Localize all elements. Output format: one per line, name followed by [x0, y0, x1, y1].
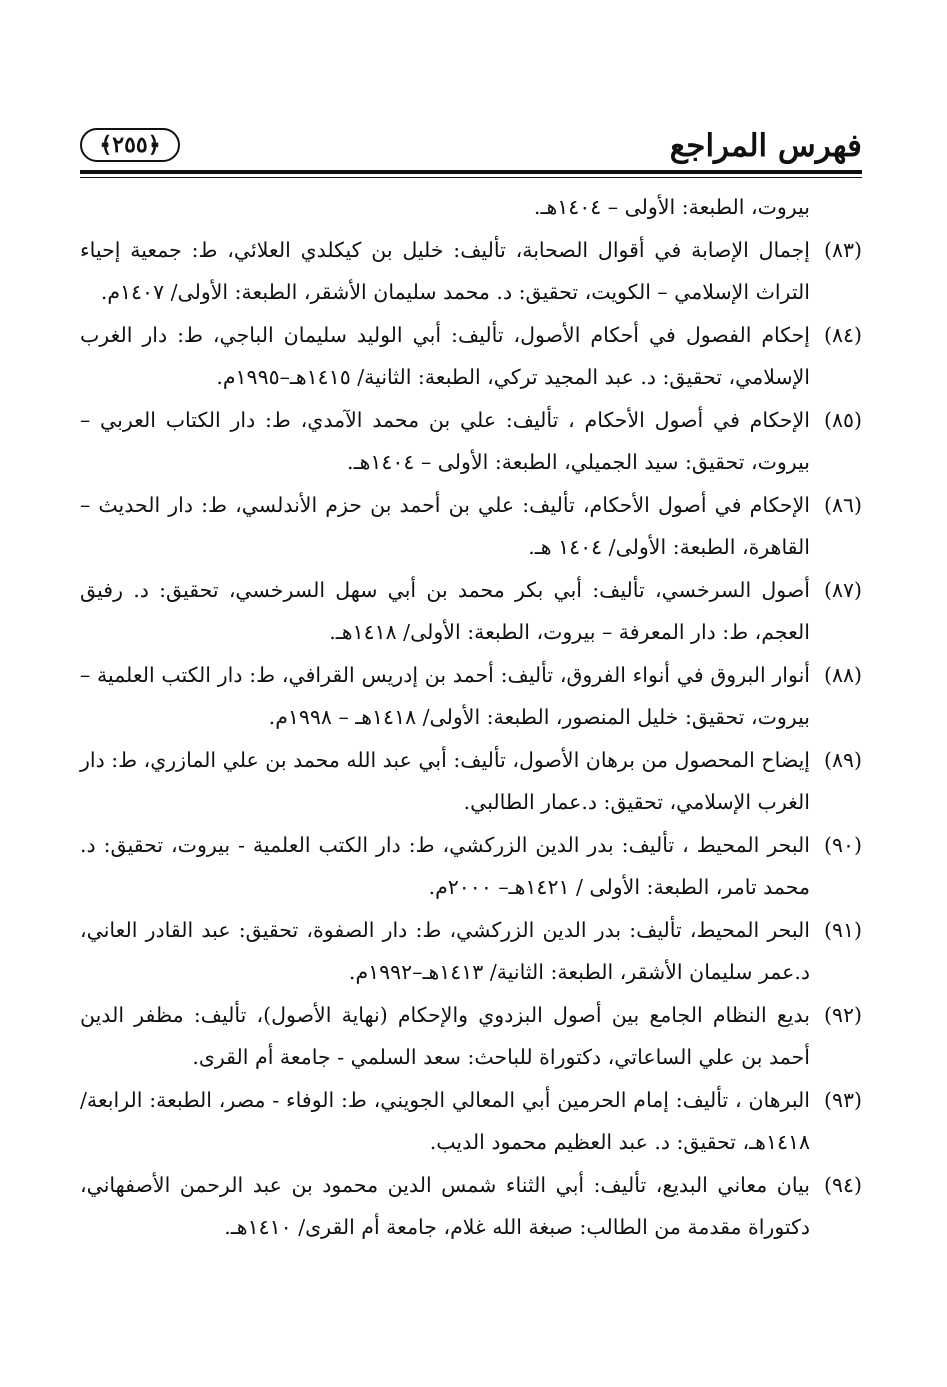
entry-number: (٨٦) [823, 492, 862, 517]
entry-number: (٩٣) [823, 1087, 862, 1112]
references-list [80, 186, 862, 1249]
reference-entry [80, 314, 862, 399]
entry-number: (٨٨) [823, 662, 862, 687]
reference-entry [80, 994, 862, 1079]
entry-text: البحر المحيط ، تأليف: بدر الدين الزركشي، ط: دار الكتب العلمية - بيروت، تحقيق: د. محمد تامر، الطبعة: الأولى / ١٤٢١هـ– ٢٠٠٠م. [80, 832, 810, 899]
reference-entry [80, 909, 862, 994]
entry-number: (٨٣) [823, 237, 862, 262]
entry-number: (٩٢) [823, 1002, 862, 1027]
entry-number: (٨٤) [823, 322, 862, 347]
reference-entry [80, 1079, 862, 1164]
reference-entry [80, 229, 862, 314]
page-title: فهرس المراجع [669, 128, 862, 164]
reference-entry [80, 1164, 862, 1249]
reference-entry [80, 739, 862, 824]
entry-text: البرهان ، تأليف: إمام الحرمين أبي المعالي الجويني، ط: الوفاء - مصر، الطبعة: الرابعة/ ١٤١٨هـ، تحقيق: د. عبد العظيم محمود الديب. [80, 1087, 810, 1154]
entry-text: الإحكام في أصول الأحكام ، تأليف: علي بن محمد الآمدي، ط: دار الكتاب العربي – بيروت، تحقيق: سيد الجميلي، الطبعة: الأولى – ١٤٠٤هـ. [80, 407, 810, 474]
reference-entry [80, 654, 862, 739]
entry-number: (٩٤) [823, 1172, 862, 1197]
entry-number: (٨٥) [823, 407, 862, 432]
page-number-badge: ﴿٢٥٥﴾ [80, 128, 180, 162]
entry-text: بديع النظام الجامع بين أصول البزدوي والإحكام (نهاية الأصول)، تأليف: مظفر الدين أحمد بن علي الساعاتي، دكتوراة للباحث: سعد السلمي - جامعة أم القرى. [80, 1002, 810, 1069]
entry-text: الإحكام في أصول الأحكام، تأليف: علي بن أحمد بن حزم الأندلسي، ط: دار الحديث – القاهرة، الطبعة: الأولى/ ١٤٠٤ هـ. [80, 492, 810, 559]
entry-text: البحر المحيط، تأليف: بدر الدين الزركشي، ط: دار الصفوة، تحقيق: عبد القادر العاني، د.عمر سليمان الأشقر، الطبعة: الثانية/ ١٤١٣هـ–١٩٩٢م. [80, 917, 810, 984]
entry-text: إجمال الإصابة في أقوال الصحابة، تأليف: خليل بن كيكلدي العلائي، ط: جمعية إحياء التراث الإسلامي – الكويت، تحقيق: د. محمد سليمان الأشقر، الطبعة: الأولى/ ١٤٠٧م. [80, 237, 810, 304]
entry-text: إيضاح المحصول من برهان الأصول، تأليف: أبي عبد الله محمد بن علي المازري، ط: دار الغرب الإسلامي، تحقيق: د.عمار الطالبي. [79, 747, 810, 814]
entry-number: (٨٩) [823, 747, 862, 772]
entry-text: إحكام الفصول في أحكام الأصول، تأليف: أبي الوليد سليمان الباجي، ط: دار الغرب الإسلامي، تحقيق: د. عبد المجيد تركي، الطبعة: الثانية/ ١٤١٥هـ–١٩٩٥م. [80, 322, 810, 389]
entry-number: (٩٠) [823, 832, 862, 857]
entry-text: أصول السرخسي، تأليف: أبي بكر محمد بن أبي سهل السرخسي، تحقيق: د. رفيق العجم، ط: دار المعرفة – بيروت، الطبعة: الأولى/ ١٤١٨هـ. [80, 577, 810, 644]
reference-entry [80, 569, 862, 654]
reference-entry [80, 484, 862, 569]
reference-entry [80, 399, 862, 484]
reference-entry [80, 824, 862, 909]
entry-text: بيان معاني البديع، تأليف: أبي الثناء شمس الدين محمود بن عبد الرحمن الأصفهاني، دكتوراة مقدمة من الطالب: صبغة الله غلام، جامعة أم القرى/ ١٤١٠هـ. [80, 1172, 810, 1239]
page-header [80, 118, 862, 170]
continuation-line: بيروت، الطبعة: الأولى – ١٤٠٤هـ. [533, 195, 810, 219]
header-rule-thin [80, 177, 862, 178]
entry-number: (٩١) [823, 917, 862, 942]
entry-number: (٨٧) [823, 577, 862, 602]
entry-text: أنوار البروق في أنواء الفروق، تأليف: أحمد بن إدريس القرافي، ط: دار الكتب العلمية – بيروت، تحقيق: خليل المنصور، الطبعة: الأولى/ ١٤١٨هـ – ١٩٩٨م. [80, 662, 810, 729]
header-rule-thick [80, 170, 862, 174]
